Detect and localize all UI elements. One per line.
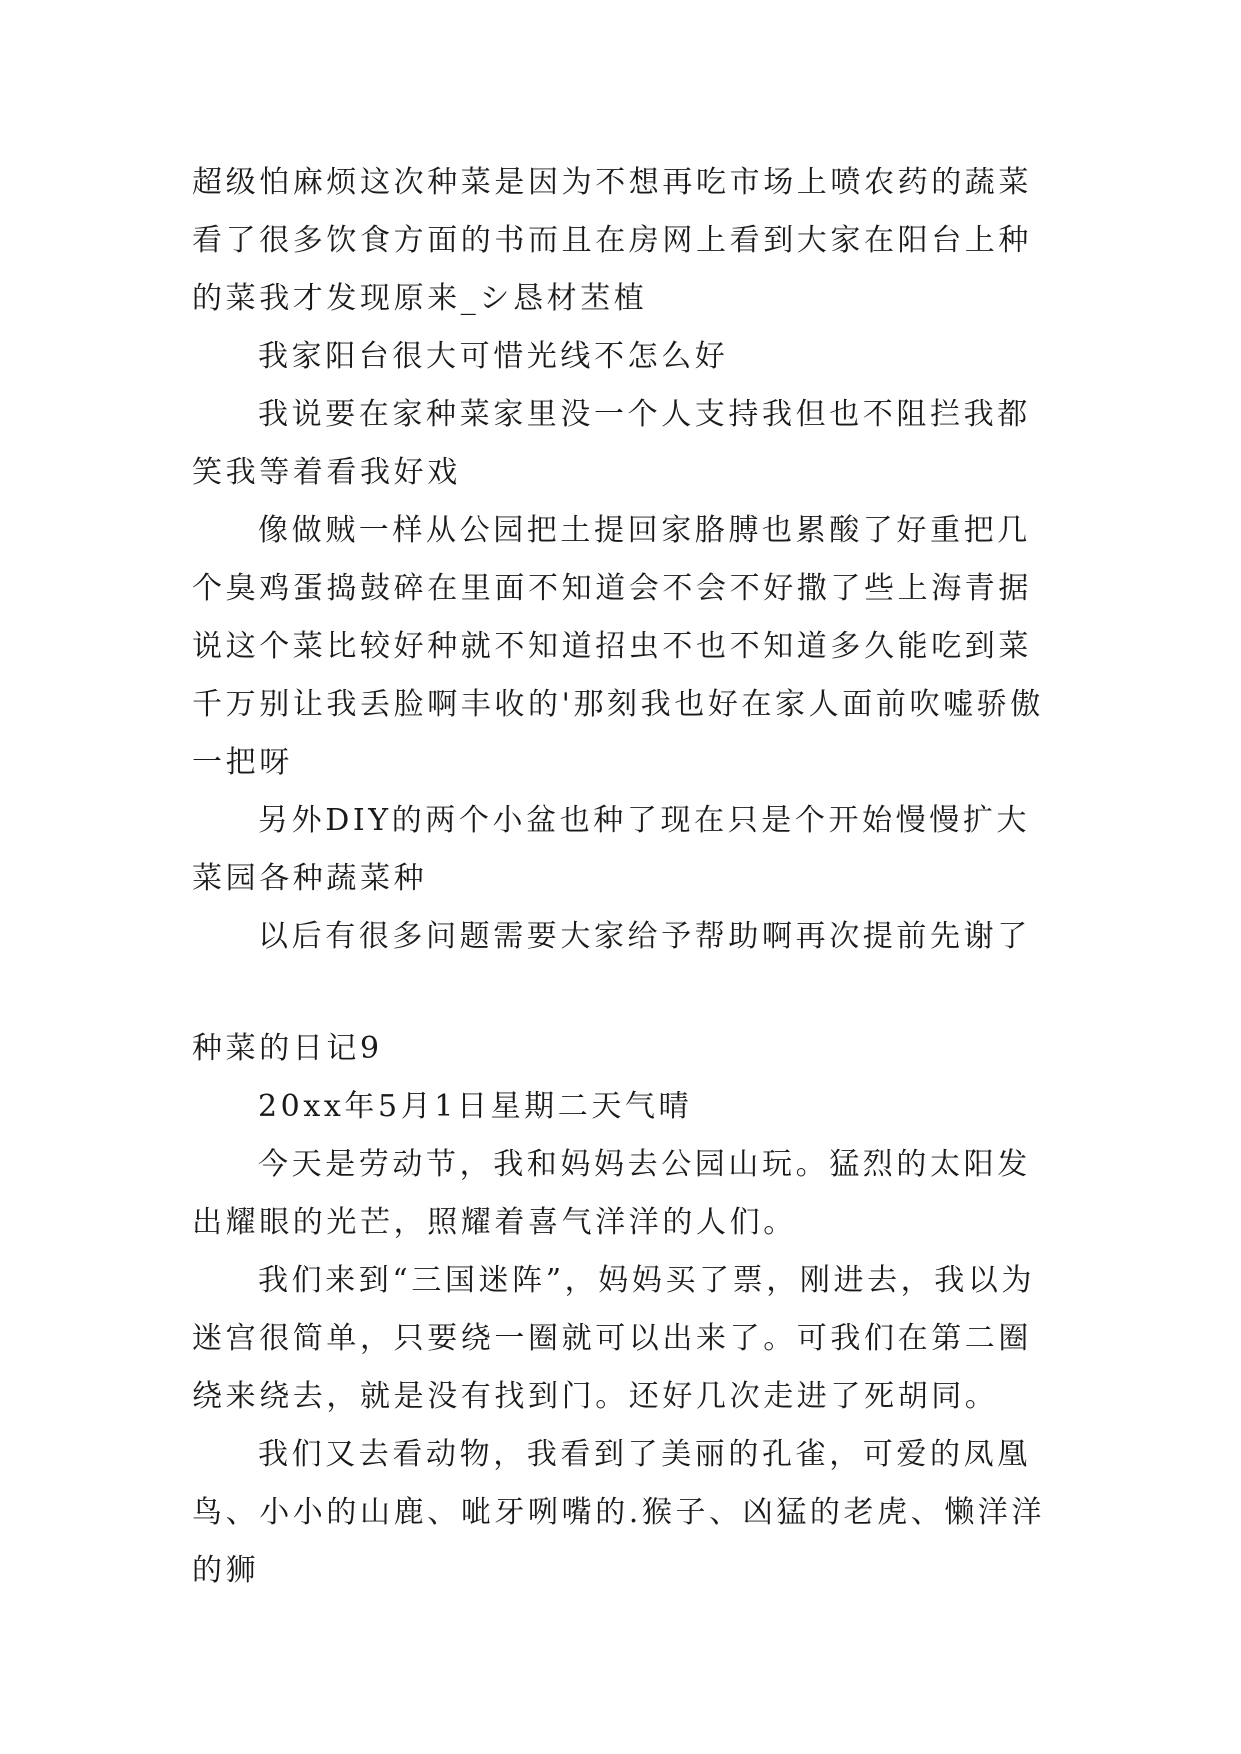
paragraph: 我说要在家种菜家里没一个人支持我但也不阻拦我都笑我等着看我好戏 bbox=[192, 397, 1031, 490]
paragraph: 另外DIY的两个小盆也种了现在只是个开始慢慢扩大菜园各种蔬菜种 bbox=[192, 803, 1031, 896]
paragraph: 超级怕麻烦这次种菜是因为不想再吃市场上喷农药的蔬菜看了很多饮食方面的书而且在房网上看到大家在阳台上种的菜我才发现原来_シ恳材苤植 bbox=[192, 165, 1032, 316]
paragraph: 像做贼一样从公园把土提回家胳膊也累酸了好重把几个臭鸡蛋捣鼓碎在里面不知道会不会不好撒了些上海青据说这个菜比较好种就不知道招虫不也不知道多久能吃到菜千万别让我丢脸啊丰收的'那刻我也好在家人面前吹嘘骄傲一把呀 bbox=[192, 513, 1044, 780]
paragraph: 今天是劳动节，我和妈妈去公园山玩。猛烈的太阳发出耀眼的光芒，照耀着喜气洋洋的人们。 bbox=[192, 1147, 1031, 1240]
paragraph: 我们又去看动物，我看到了美丽的孔雀，可爱的凤凰鸟、小小的山鹿、呲牙咧嘴的.猴子、凶猛的老虎、懒洋洋的狮 bbox=[192, 1437, 1046, 1588]
paragraph: 我家阳台很大可惜光线不怎么好 bbox=[258, 339, 729, 374]
paragraph: 以后有很多问题需要大家给予帮助啊再次提前先谢了 bbox=[258, 919, 1031, 954]
document-body bbox=[192, 154, 1054, 1600]
paragraph: 我们来到“三国迷阵”，妈妈买了票，刚进去，我以为迷宫很简单，只要绕一圈就可以出来了。可我们在第二圈绕来绕去，就是没有找到门。还好几次走进了死胡同。 bbox=[192, 1263, 1036, 1414]
section-title: 种菜的日记9 bbox=[192, 1031, 383, 1066]
date-line: 20xx年5月1日星期二天气晴 bbox=[258, 1089, 693, 1124]
